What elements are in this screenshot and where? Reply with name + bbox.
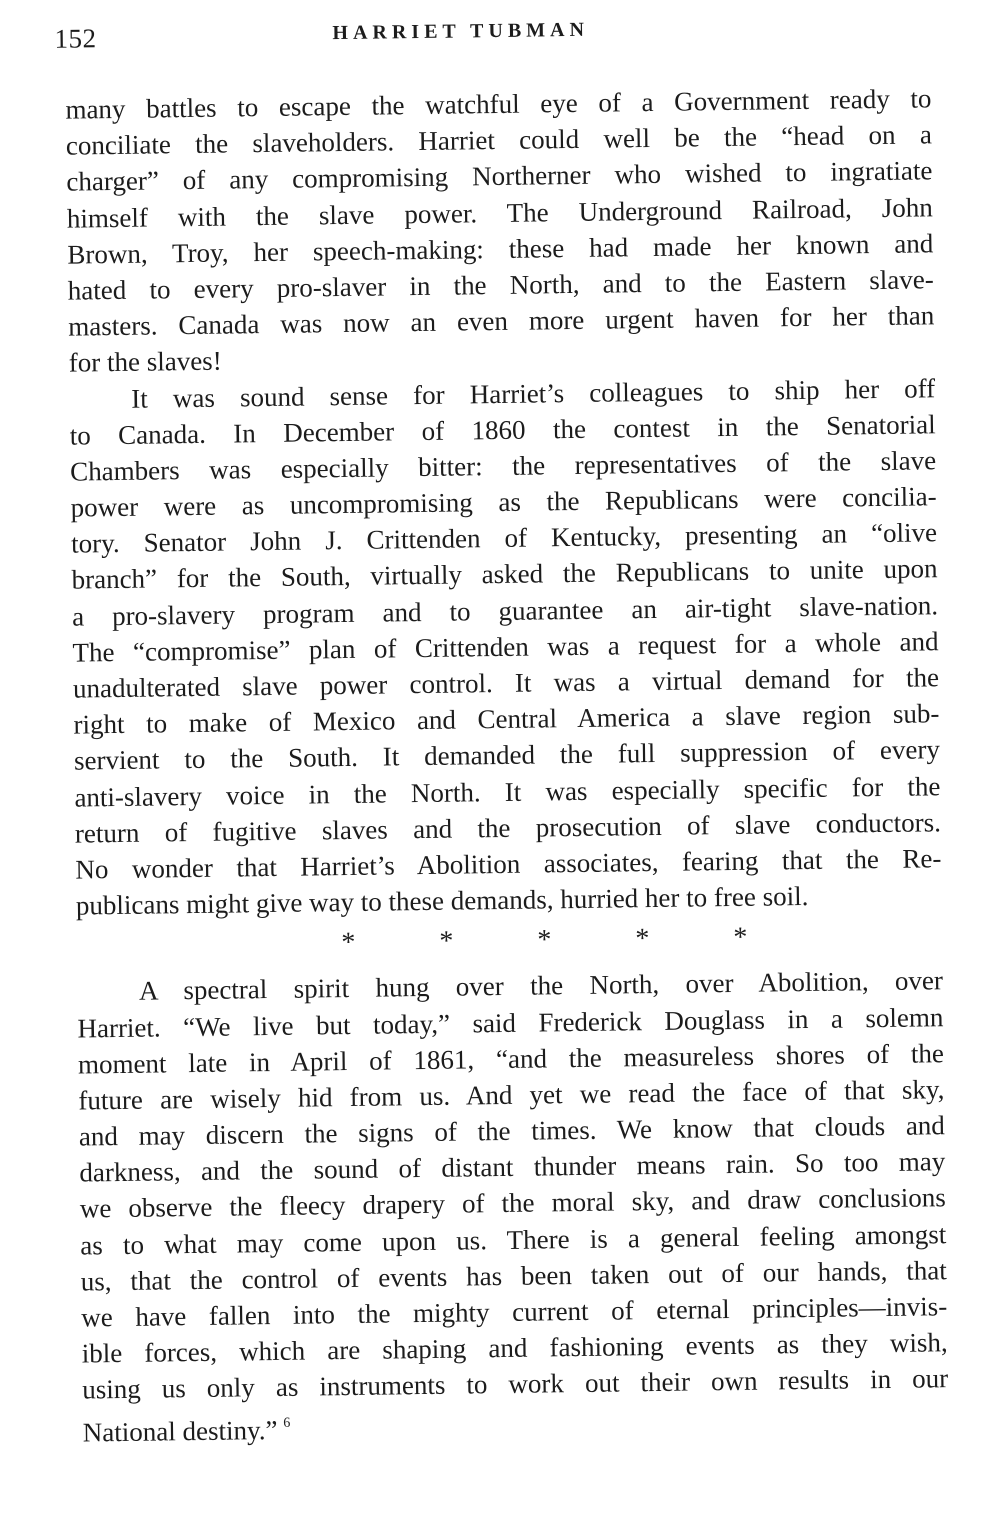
text-line: conciliate the slaveholders. Harriet could well be the “head on a [65,119,933,161]
text-line: charger” of any compromising Northerner who wished to ingratiate [66,155,933,197]
text-line: for the slaves! [68,345,222,378]
text-line: The “compromise” plan of Crittenden was a request for a whole and [72,626,939,668]
text-line: ible forces, which are shaping and fashioning events as they wish, [81,1327,948,1369]
text-line-content: National destiny.” [82,1414,278,1448]
text-line: Harriet. “We live but today,” said Frederick Douglass in a solemn [77,1001,944,1044]
text-line: and may discern the signs of the times. We know that clouds and [78,1110,946,1152]
text-line: tory. Senator John J. Crittenden of Kentucky, presenting an “olive [70,517,938,559]
asterisk: * [635,923,650,955]
page-body [65,80,949,1448]
text-line: return of fugitive slaves and the prosecution of slave conductors. [74,806,942,849]
asterisk: * [537,924,552,956]
text-line: future are wisely hid from us. And yet we read the face of that sky, [78,1074,945,1116]
asterisk: * [439,925,454,958]
text-line: using us only as instruments to work out their own results in our [82,1363,949,1405]
text-line: right to make of Mexico and Central America a slave region sub- [73,698,940,740]
text-line: to Canada. In December of 1860 the contest in the Senatorial [69,408,936,451]
text-line: a pro-slavery program and to guarantee an air-tight slave-nation. [71,589,939,632]
text-line: branch” for the South, virtually asked the Republicans to unite upon [71,553,938,596]
text-line: himself with the slave power. The Underground Railroad, John [66,191,933,234]
text-line: unadulterated slave power control. It was a virtual demand for the [72,662,940,704]
page-number: 152 [54,23,97,54]
text-line: we observe the fleecy drapery of the moral sky, and draw conclusions [79,1182,946,1224]
text-line: publicans might give way to these demands, hurried her to free soil. [75,881,809,921]
text-line: anti-slavery voice in the North. It was especially specific for the [74,770,941,813]
text-line: It was sound sense for Harriet’s colleagues to ship her off [131,372,936,414]
paragraph [69,370,942,924]
footnote-marker: 6 [283,1415,291,1431]
text-line: servient to the South. It demanded the full suppression of every [73,734,941,776]
text-line: moment late in April of 1861, “and the measureless shores of the [77,1037,945,1080]
text-line: Brown, Troy, her speech-making: these had made her known and [67,228,934,270]
text-line: power were as uncompromising as the Republicans were concilia- [70,481,937,523]
paragraph [65,80,935,381]
text-line: we have fallen into the mighty current of eternal principles—invis- [81,1291,948,1333]
text-line: many battles to escape the watchful eye of a Government ready to [65,83,932,125]
text-line: No wonder that Harriet’s Abolition associates, fearing that the Re- [75,843,942,885]
page-header [54,6,934,58]
text-line: masters. Canada was now an even more urgent haven for her than [68,300,935,342]
text-line: Chambers was especially bitter: the representatives of the slave [69,445,937,487]
running-head: HARRIET TUBMAN [332,18,590,45]
paragraph [77,963,949,1448]
text-line: as to what may come upon us. There is a general feeling amongst [80,1218,947,1261]
text-line: us, that the control of events has been taken out of our hands, that [80,1255,947,1297]
asterisk: * [733,922,748,954]
asterisk: * [341,927,356,959]
text-line: A spectral spirit hung over the North, over Abolition, over [138,965,944,1007]
text-line: hated to every pro-slaver in the North, and to the Eastern slave- [67,264,934,306]
text-line: darkness, and the sound of distant thunder means rain. So too may [79,1146,946,1188]
